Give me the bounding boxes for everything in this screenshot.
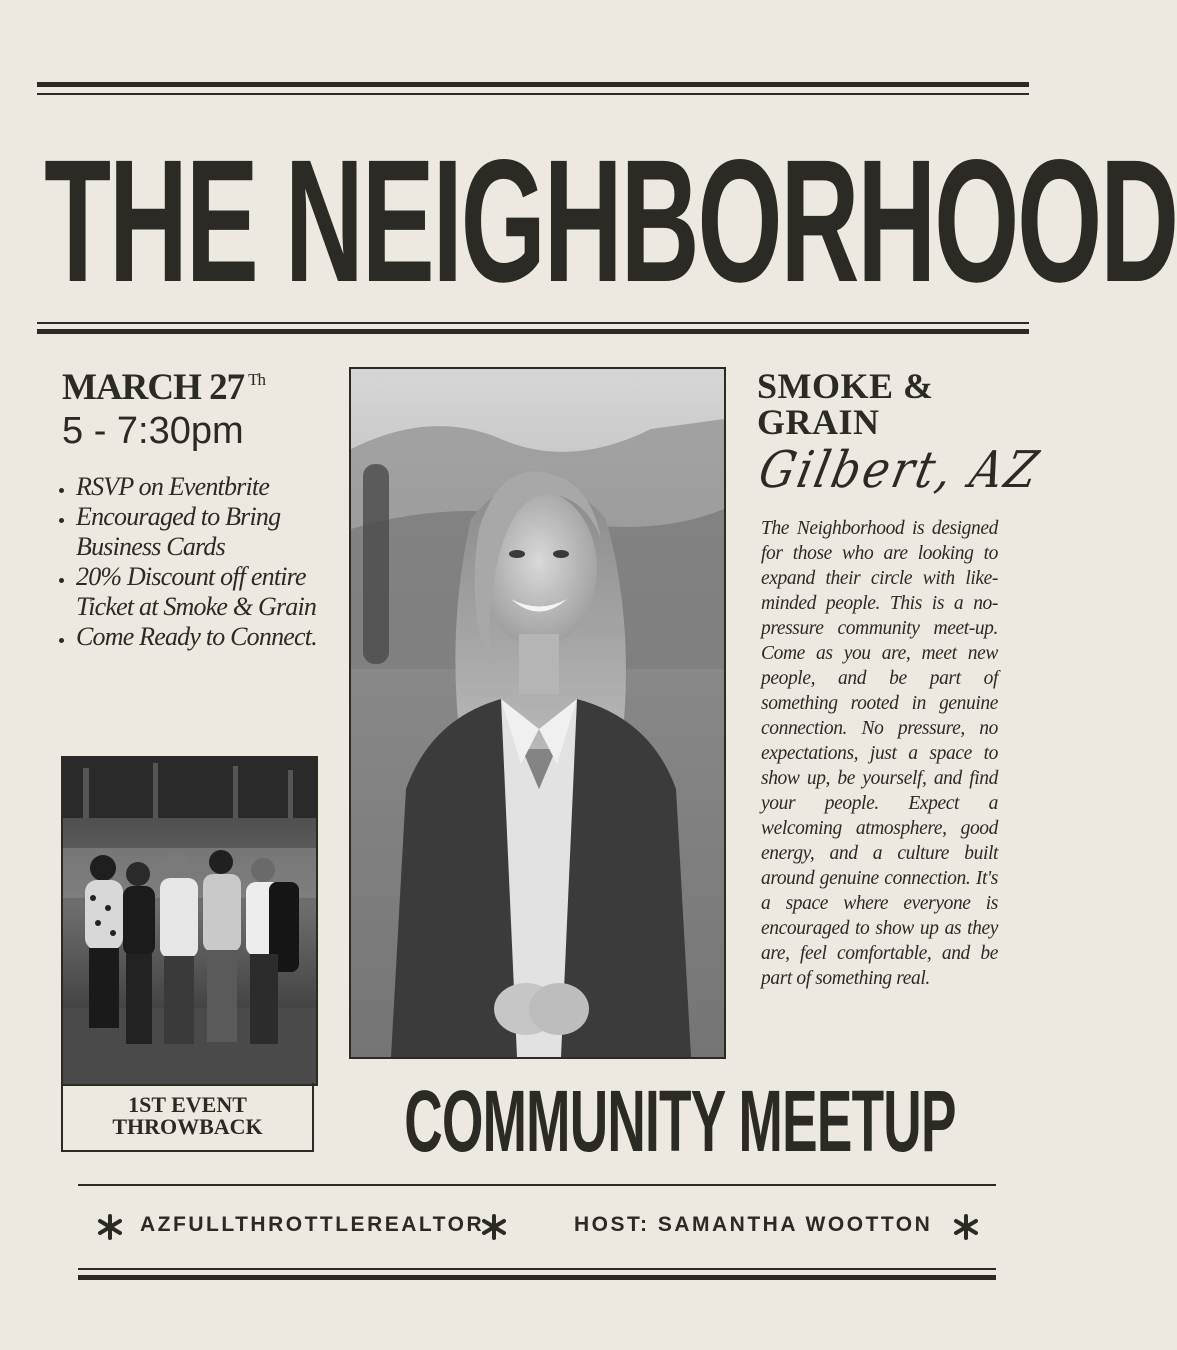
instagram-handle: AZFULLTHROTTLEREALTOR xyxy=(140,1213,485,1236)
venue-name-line2: GRAIN xyxy=(757,402,880,442)
community-meetup-text: COMMUNITY MEETUP xyxy=(404,1072,956,1170)
event-time: 5 - 7:30pm xyxy=(62,410,244,452)
venue-name xyxy=(757,368,1017,440)
host-name: HOST: SAMANTHA WOOTTON xyxy=(574,1213,933,1236)
event-date-suffix: Th xyxy=(248,370,266,389)
asterisk-icon xyxy=(480,1213,508,1241)
list-item: • 20% Discount off entire Ticket at Smoke & Grain xyxy=(76,562,336,622)
asterisk-icon xyxy=(96,1213,124,1241)
page-title xyxy=(40,112,1177,332)
portrait-image xyxy=(351,369,724,1057)
title-rule-thin-top xyxy=(37,322,1029,324)
title-rule-thick xyxy=(37,329,1029,334)
throwback-caption-line2: THROWBACK xyxy=(112,1114,263,1139)
list-item: • RSVP on Eventbrite xyxy=(76,472,336,502)
throwback-photo xyxy=(61,756,318,1086)
list-item: • Come Ready to Connect. xyxy=(76,622,336,652)
event-description: The Neighborhood is designed for those who are looking to expand their circle with like-minded people. This is a no-pressure community meet-up. Come as you are, meet new people, and be part of something rooted in genuine connection. No pressure, no expectations, just a space to show up, be yourself, and find your people. Expect a welcoming atmosphere, good energy, and a culture built around genuine connection. It's a space where everyone is encouraged to show up as they are, feel comfortable, and be part of something real. xyxy=(761,518,998,989)
footer-rule-thin xyxy=(78,1268,996,1270)
community-meetup-heading xyxy=(360,1066,1000,1176)
list-item: • Encouraged to Bring Business Cards xyxy=(76,502,336,562)
event-date xyxy=(62,366,265,409)
top-rule-thick xyxy=(37,82,1029,87)
event-date-text: MARCH 27 xyxy=(62,367,245,408)
venue-name-line1: SMOKE & xyxy=(757,366,934,406)
host-portrait-photo xyxy=(349,367,726,1059)
page-title-text: THE NEIGHBORHOOD xyxy=(44,124,1177,319)
throwback-caption xyxy=(61,1083,314,1152)
footer-rule-top xyxy=(78,1184,996,1186)
group-photo-image xyxy=(63,758,316,1084)
venue-city: Gilbert, AZ xyxy=(753,441,1046,500)
asterisk-icon xyxy=(952,1213,980,1241)
throwback-caption-line1: 1ST EVENT xyxy=(128,1092,247,1117)
event-details-list xyxy=(52,472,336,652)
footer-rule-thick xyxy=(78,1275,996,1280)
